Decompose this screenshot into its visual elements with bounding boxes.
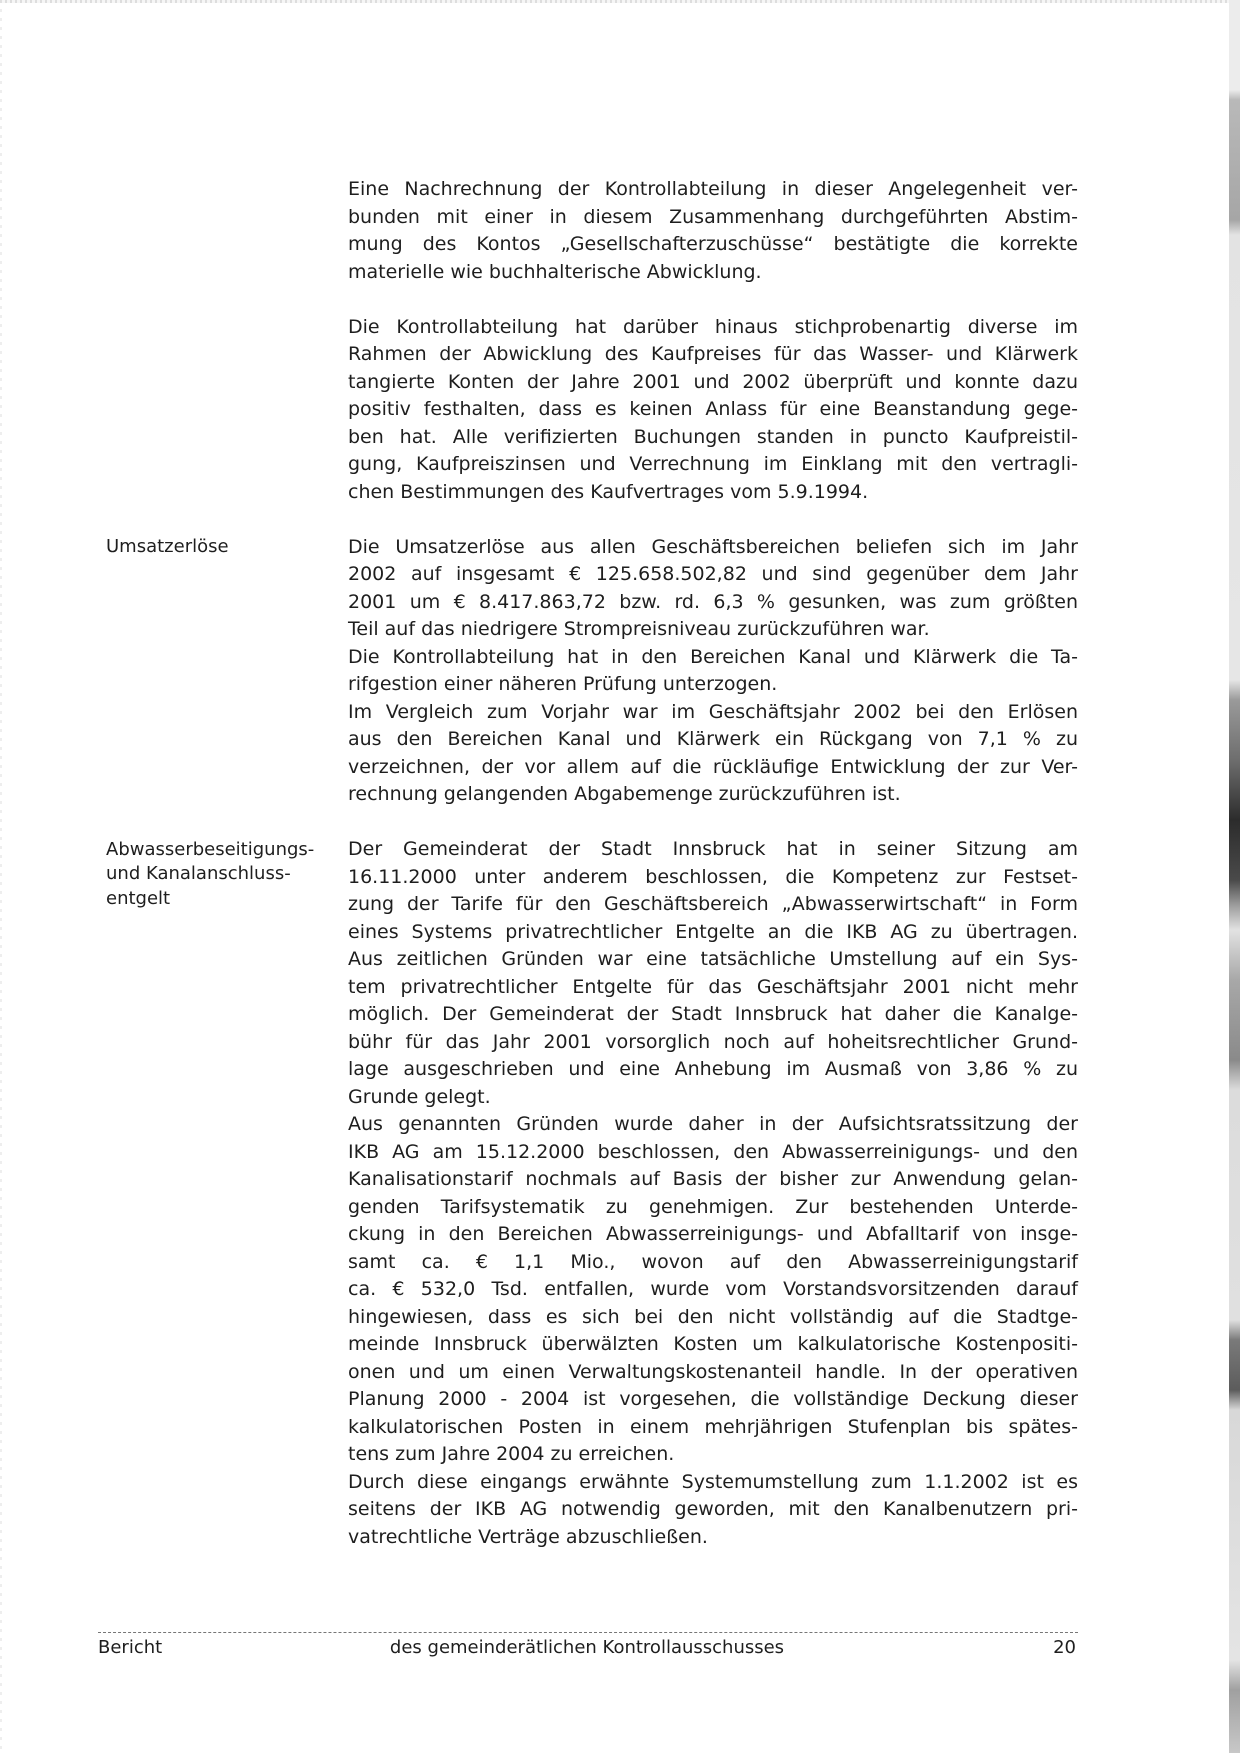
text-line: tens zum Jahre 2004 zu erreichen. — [348, 1443, 675, 1465]
footer-committee-title: des gemeinderätlichen Kontrollausschusses — [389, 1637, 785, 1658]
section-label — [106, 535, 336, 560]
text-line: IKB AG am 15.12.2000 beschlossen, den Abwasserreinigungs- und den — [348, 1140, 1078, 1163]
text-line: hingewiesen, dass es sich bei den nicht vollständig auf die Stadtge- — [348, 1305, 1078, 1328]
text-line: lage ausgeschrieben und eine Anhebung im Ausmaß von 3,86 % zu — [348, 1058, 1078, 1080]
section-abwasser-entgelt — [0, 836, 1240, 1551]
text-line: ben hat. Alle verifizierten Buchungen standen in puncto Kaufpreistil- — [348, 425, 1078, 448]
text-line: Teil auf das niedrigere Strompreisniveau zurückzuführen war. — [348, 618, 930, 640]
text-line: eines Systems privatrechtlicher Entgelte an die IKB AG zu übertragen. — [348, 920, 1078, 943]
text-line: 16.11.2000 unter anderem beschlossen, die Kompetenz zur Festset- — [348, 865, 1078, 888]
text-line: seitens der IKB AG notwendig geworden, mit den Kanalbenutzern pri- — [348, 1498, 1078, 1520]
text-line: mung des Kontos „Gesellschafterzuschüsse“ bestätigte die korrekte — [348, 233, 1078, 255]
text-line: onen und um einen Verwaltungskostenanteil handle. In der operativen — [348, 1360, 1078, 1383]
scan-top-edge — [0, 0, 1240, 3]
text-line: ckung in den Bereichen Abwasserreinigungs- und Abfalltarif von insge- — [348, 1223, 1078, 1245]
text-line: aus den Bereichen Kanal und Klärwerk ein Rückgang von 7,1 % zu — [348, 728, 1078, 750]
text-line: genden Tarifsystematik zu genehmigen. Zur bestehenden Unterde- — [348, 1195, 1078, 1218]
text-line: zung der Tarife für den Geschäftsbereich „Abwasserwirtschaft“ in Form — [348, 893, 1078, 915]
text-line: Grunde gelegt. — [348, 1085, 491, 1108]
text-line: Die Umsatzerlöse aus allen Geschäftsbereichen beliefen sich im Jahr — [348, 535, 1078, 558]
text-line: Im Vergleich zum Vorjahr war im Geschäftsjahr 2002 bei den Erlösen — [348, 700, 1078, 723]
paragraph-recalculation — [0, 176, 1240, 286]
text-line: samt ca. € 1,1 Mio., wovon auf den Abwasserreinigungstarif — [348, 1250, 1078, 1273]
paragraph — [348, 836, 1078, 1111]
section-label-line: Umsatzerlöse — [106, 536, 229, 557]
section-label-line: und Kanalanschluss- — [106, 863, 291, 884]
text-line: 2001 um € 8.417.863,72 bzw. rd. 6,3 % gesunken, was zum größten — [348, 590, 1078, 613]
footer-divider — [98, 1632, 1078, 1633]
text-line: bunden mit einer in diesem Zusammenhang durchgeführten Abstim- — [348, 205, 1078, 228]
text-line: 2002 auf insgesamt € 125.658.502,82 und sind gegenüber dem Jahr — [348, 563, 1078, 585]
text-line: Der Gemeinderat der Stadt Innsbruck hat in seiner Sitzung am — [348, 838, 1078, 860]
section-label-line: entgelt — [106, 887, 171, 909]
paragraph — [348, 534, 1078, 644]
text-line: verzeichnen, der vor allem auf die rückläufige Entwicklung der zur Ver- — [348, 755, 1078, 778]
text-line: Aus genannten Gründen wurde daher in der Aufsichtsratssitzung der — [348, 1113, 1078, 1135]
text-line: tem privatrechtlicher Entgelte für das Geschäftsjahr 2001 nicht mehr — [348, 975, 1078, 998]
text-line: Die Kontrollabteilung hat darüber hinaus stichprobenartig diverse im — [348, 315, 1078, 338]
page-number: 20 — [1053, 1637, 1076, 1658]
text-line: vatrechtliche Verträge abzuschließen. — [348, 1525, 708, 1548]
paragraph — [348, 644, 1078, 699]
paragraph — [348, 314, 1078, 507]
text-line: möglich. Der Gemeinderat der Stadt Innsbruck hat daher die Kanalge- — [348, 1003, 1078, 1025]
section-body — [348, 314, 1078, 507]
paragraph — [348, 1469, 1078, 1552]
paragraph — [348, 699, 1078, 809]
paragraph — [348, 1111, 1078, 1469]
section-label-line: Abwasserbeseitigungs- — [106, 838, 315, 860]
section-body — [348, 176, 1078, 286]
page-content — [0, 176, 1240, 1579]
text-line: Aus zeitlichen Gründen war eine tatsächliche Umstellung auf ein Sys- — [348, 948, 1078, 970]
paragraph — [348, 176, 1078, 286]
text-line: tangierte Konten der Jahre 2001 und 2002 überprüft und konnte dazu — [348, 370, 1078, 393]
section-label — [106, 838, 336, 912]
section-body — [348, 534, 1078, 809]
text-line: rechnung gelangenden Abgabemenge zurückzuführen ist. — [348, 783, 901, 805]
text-line: Planung 2000 - 2004 ist vorgesehen, die vollständige Deckung dieser — [348, 1388, 1078, 1410]
text-line: materielle wie buchhalterische Abwicklung. — [348, 260, 762, 283]
text-line: chen Bestimmungen des Kaufvertrages vom 5.9.1994. — [348, 480, 869, 503]
text-line: meinde Innsbruck überwälzten Kosten um kalkulatorische Kostenpositi- — [348, 1333, 1078, 1355]
text-line: Eine Nachrechnung der Kontrollabteilung in dieser Angelegenheit ver- — [348, 178, 1078, 200]
text-line: ca. € 532,0 Tsd. entfallen, wurde vom Vorstandsvorsitzenden darauf — [348, 1278, 1078, 1300]
text-line: Die Kontrollabteilung hat in den Bereichen Kanal und Klärwerk die Ta- — [348, 645, 1078, 668]
text-line: bühr für das Jahr 2001 vorsorglich noch auf hoheitsrechtlicher Grund- — [348, 1030, 1078, 1053]
text-line: Durch diese eingangs erwähnte Systemumstellung zum 1.1.2002 ist es — [348, 1470, 1078, 1493]
text-line: positiv festhalten, dass es keinen Anlass für eine Beanstandung gege- — [348, 398, 1078, 420]
text-line: kalkulatorischen Posten in einem mehrjährigen Stufenplan bis spätes- — [348, 1415, 1078, 1438]
paragraph-spot-check — [0, 314, 1240, 507]
footer-report-label: Bericht — [98, 1637, 163, 1658]
text-line: Rahmen der Abwicklung des Kaufpreises für das Wasser- und Klärwerk — [348, 343, 1078, 365]
text-line: rifgestion einer näheren Prüfung unterzogen. — [348, 673, 778, 695]
section-body — [348, 836, 1078, 1551]
text-line: Kanalisationstarif nochmals auf Basis der bisher zur Anwendung gelan- — [348, 1168, 1078, 1190]
text-line: gung, Kaufpreiszinsen und Verrechnung im Einklang mit den vertragli- — [348, 453, 1078, 475]
section-umsatzerloese — [0, 534, 1240, 809]
